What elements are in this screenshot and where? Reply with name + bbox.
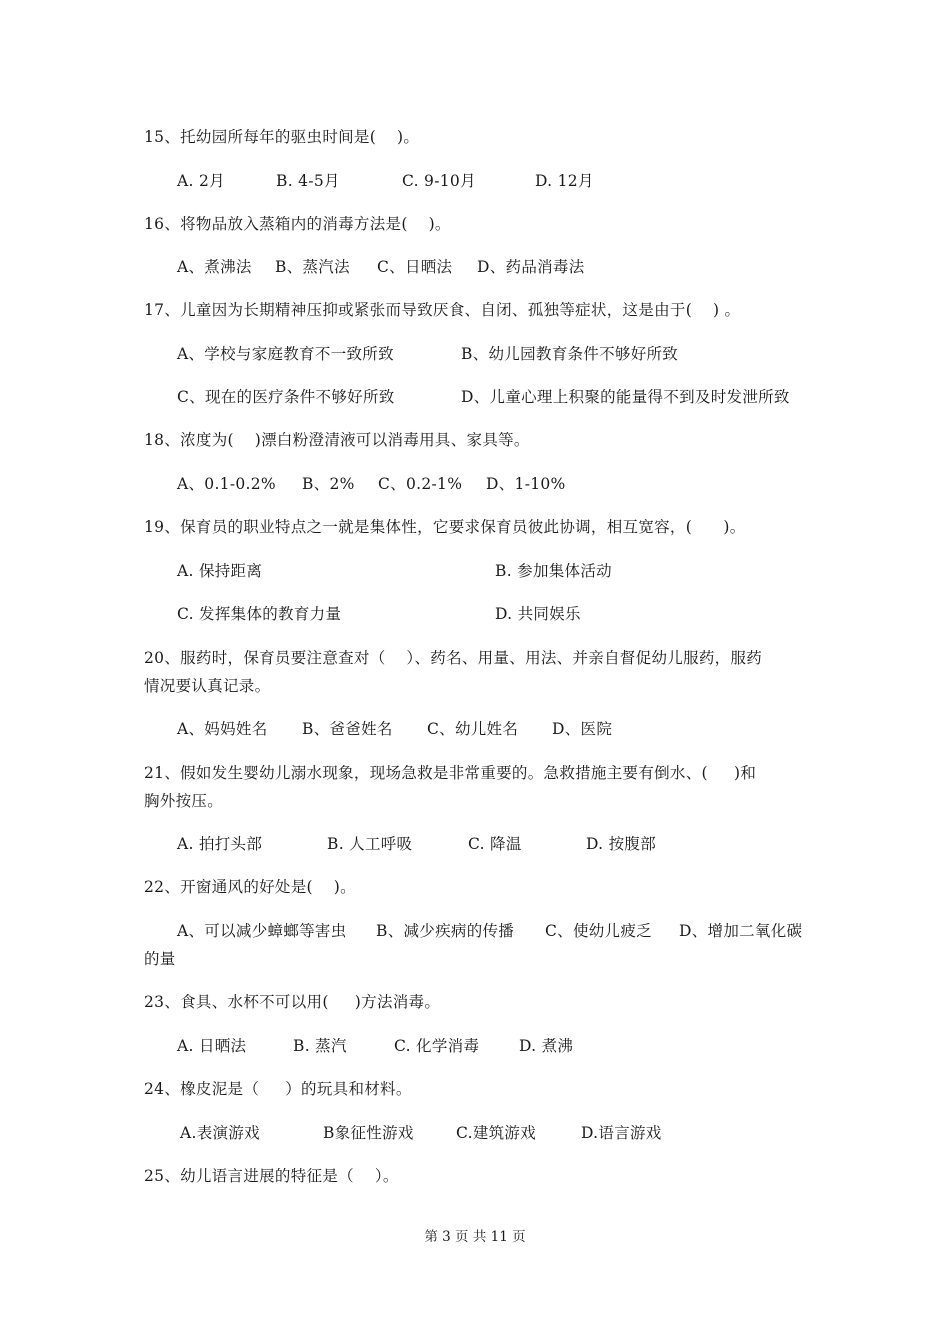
options-22-continued: 的量 [144, 950, 176, 968]
option-a: A、煮沸法 [177, 258, 252, 276]
option-a: A. 保持距离 [177, 562, 263, 580]
question-21: 21、假如发生婴幼儿溺水现象，现场急救是非常重要的。急救措施主要有倒水、( )和 [144, 764, 757, 782]
option-d: D. 煮沸 [519, 1037, 574, 1055]
question-23: 23、食具、水杯不可以用( )方法消毒。 [144, 993, 441, 1011]
option-c: C. 降温 [468, 835, 522, 853]
option-b: B. 蒸汽 [293, 1037, 347, 1055]
option-b: B象征性游戏 [323, 1124, 414, 1142]
option-d: D. 12月 [535, 172, 594, 190]
option-d: D.语言游戏 [581, 1124, 662, 1142]
option-a: A、学校与家庭教育不一致所致 [177, 345, 394, 363]
option-a: A.表演游戏 [180, 1124, 260, 1142]
option-b: B、蒸汽法 [275, 258, 350, 276]
option-c: C. 化学消毒 [394, 1037, 480, 1055]
option-b: B、2% [302, 475, 355, 493]
option-b: B、幼儿园教育条件不够好所致 [461, 345, 679, 363]
option-c: C. 发挥集体的教育力量 [177, 605, 342, 623]
option-d: D. 按腹部 [586, 835, 657, 853]
option-d: D、儿童心理上积聚的能量得不到及时发泄所致 [461, 388, 790, 406]
question-21-continued: 胸外按压。 [144, 792, 224, 810]
option-b: B、减少疾病的传播 [376, 922, 515, 940]
option-a: A. 2月 [177, 172, 225, 190]
option-a: A. 日晒法 [177, 1037, 247, 1055]
option-c: C、使幼儿疲乏 [545, 922, 652, 940]
question-16: 16、将物品放入蒸箱内的消毒方法是( )。 [144, 215, 451, 233]
option-c: C、现在的医疗条件不够好所致 [177, 388, 395, 406]
option-b: B. 4-5月 [276, 172, 340, 190]
option-c: C.建筑游戏 [456, 1124, 537, 1142]
option-b: B. 参加集体活动 [495, 562, 612, 580]
question-20: 20、服药时，保育员要注意查对（ ）、药名、用量、用法、并亲自督促幼儿服药，服药 [144, 649, 763, 667]
option-c: C、幼儿姓名 [427, 720, 519, 738]
option-c: C、日晒法 [377, 258, 453, 276]
option-c: C. 9-10月 [402, 172, 476, 190]
question-22: 22、开窗通风的好处是( )。 [144, 878, 356, 896]
option-d: D、1-10% [486, 475, 566, 493]
option-d: D、医院 [552, 720, 613, 738]
question-15: 15、托幼园所每年的驱虫时间是( )。 [144, 128, 420, 146]
option-c: C、0.2-1% [378, 475, 463, 493]
option-d: D. 共同娱乐 [495, 605, 581, 623]
question-20-continued: 情况要认真记录。 [144, 677, 271, 695]
option-a: A. 拍打头部 [177, 835, 263, 853]
option-b: B、爸爸姓名 [302, 720, 393, 738]
option-d: D、药品消毒法 [477, 258, 585, 276]
question-19: 19、保育员的职业特点之一就是集体性，它要求保育员彼此协调，相互宽容，( )。 [144, 518, 746, 536]
option-a: A、可以减少蟑螂等害虫 [177, 922, 347, 940]
option-a: A、妈妈姓名 [177, 720, 268, 738]
question-25: 25、幼儿语言进展的特征是（ ）。 [144, 1167, 399, 1185]
page-number-footer: 第 3 页 共 11 页 [424, 1229, 526, 1245]
question-18: 18、浓度为( )漂白粉澄清液可以消毒用具、家具等。 [144, 431, 530, 449]
question-17: 17、儿童因为长期精神压抑或紧张而导致厌食、自闭、孤独等症状，这是由于( ) 。 [144, 301, 741, 319]
question-24: 24、橡皮泥是（ ）的玩具和材料。 [144, 1080, 412, 1098]
option-d: D、增加二氧化碳 [679, 922, 803, 940]
option-a: A、0.1-0.2% [177, 475, 276, 493]
option-b: B. 人工呼吸 [327, 835, 413, 853]
